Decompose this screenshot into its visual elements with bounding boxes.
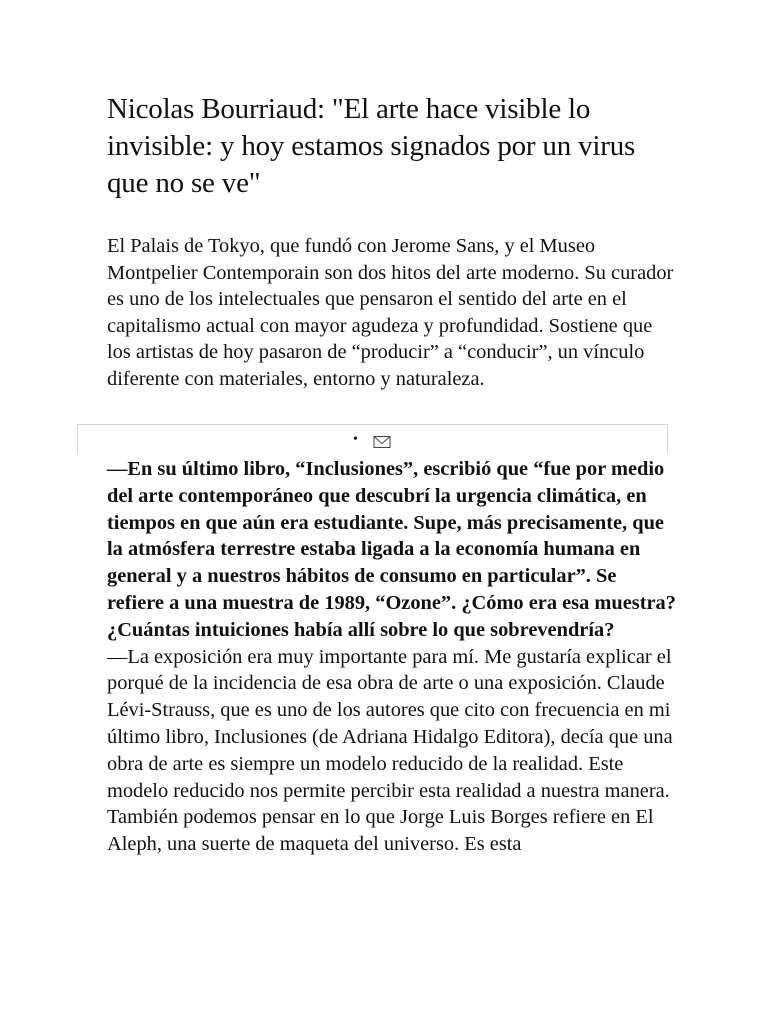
- article-lead: El Palais de Tokyo, que fundó con Jerome Sans, y el Museo Montpelier Contemporain son dos hitos del arte moderno. Su curador es uno de los intelectuales que pensaron el sentido del arte en el capitalismo actual con mayor agudeza y profundidad. Sostiene que los artistas de hoy pasaron de “producir” a “conducir”, un vínculo diferente con materiales, entorno y naturaleza.: [107, 235, 674, 390]
- interview-body: [107, 456, 677, 858]
- mail-icon[interactable]: [373, 435, 391, 449]
- interview-question: —En su último libro, “Inclusiones”, escribió que “fue por medio del arte contemporáneo que descubrí la urgencia climática, en tiempos en que aún era estudiante. Supe, más precisamente, que la atmósfera terrestre estaba ligada a la economía humana en general y a nuestros hábitos de consumo en particular”. Se refiere a una muestra de 1989, “Ozone”. ¿Cómo era esa muestra? ¿Cuántas intuiciones había allí sobre lo que sobrevendría?: [107, 458, 676, 641]
- share-bullet: •: [353, 432, 358, 447]
- article-title: Nicolas Bourriaud: "El arte hace visible lo invisible: y hoy estamos signados por un virus que no se ve": [107, 93, 636, 199]
- share-bar: [77, 424, 668, 454]
- interview-answer: —La exposición era muy importante para mí. Me gustaría explicar el porqué de la incidencia de esa obra de arte o una exposición. Claude Lévi-Strauss, que es uno de los autores que cito con frecuencia en mi último libro, Inclusiones (de Adriana Hidalgo Editora), decía que una obra de arte es siempre un modelo reducido de la realidad. Este modelo reducido nos permite percibir esta realidad a nuestra manera. También podemos pensar en lo que Jorge Luis Borges refiere en El Aleph, una suerte de maqueta del universo. Es esta: [107, 645, 673, 856]
